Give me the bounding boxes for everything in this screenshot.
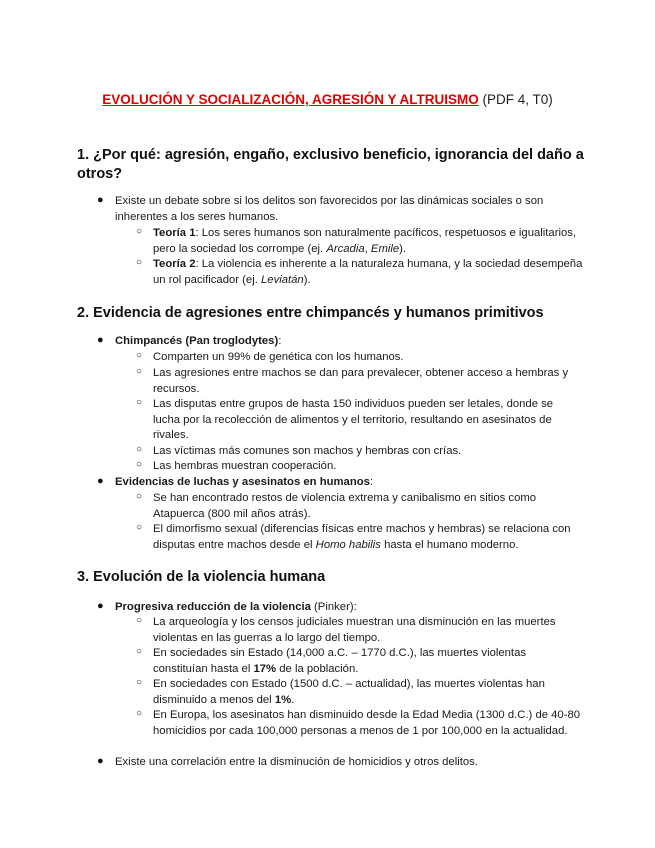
- title-main: EVOLUCIÓN Y SOCIALIZACIÓN, AGRESIÓN Y ALTRUISMO: [102, 92, 479, 107]
- theory-2-text: : La violencia es inherente a la naturaleza humana, y la sociedad desempeña un rol pacificador (ej.: [153, 258, 583, 286]
- pinker-item-4: En Europa, los asesinatos han disminuido desde la Edad Media (1300 d.C.) de 40-80 homicidios por cada 100,000 personas a menos de 1 por 100,000 en la actualidad.: [153, 709, 581, 737]
- pinker-item-3-a: En sociedades con Estado (1500 d.C. – actualidad), las muertes violentas han disminuido a menos del: [153, 678, 545, 706]
- theory-1-item: [153, 226, 583, 257]
- theory-2-end: ).: [303, 273, 311, 286]
- pinker-item-1: La arqueología y los censos judiciales muestran una disminución en las muertes violentas en las guerras a lo largo del tiempo.: [153, 616, 556, 644]
- sub-bullet-circle: ○: [136, 350, 143, 361]
- evidence-colon: :: [369, 476, 374, 488]
- title-note: (PDF 4, T0): [478, 92, 553, 107]
- chimp-item-2: Las agresiones entre machos se dan para prevalecer, obtener acceso a hembras y recursos.: [153, 367, 569, 395]
- pinker-item-3-c: .: [291, 693, 295, 706]
- pinker-item-2-c: de la población.: [276, 662, 359, 675]
- bullet-dot: ●: [97, 194, 104, 206]
- sub-bullet-circle: ○: [136, 459, 143, 470]
- pinker-item-2: [153, 646, 583, 677]
- evidence-item-2-a: El dimorfismo sexual (diferencias físicas entre machos y hembras) se relaciona con disputas entre machos desde el: [153, 523, 571, 551]
- bullet-dot: ●: [97, 334, 104, 346]
- evidence-item-2: [153, 522, 583, 553]
- bullet-dot: ●: [97, 475, 104, 487]
- pinker-item-2-percent: 17%: [253, 662, 277, 675]
- section-1-bullet: Existe un debate sobre si los delitos son favorecidos por las dinámicas sociales o son inherentes a los seres humanos.: [115, 195, 544, 223]
- chimp-item-4: Las víctimas más comunes son machos y hembras con crías.: [153, 445, 462, 457]
- sub-bullet-circle: ○: [136, 491, 143, 502]
- bullet-dot: ●: [97, 600, 104, 612]
- evidence-item-1: Se han encontrado restos de violencia extrema y canibalismo en sitios como Atapuerca (800 mil años atrás).: [153, 492, 537, 520]
- theory-1-end: ).: [399, 242, 407, 255]
- section-1-heading: 1. ¿Por qué: agresión, engaño, exclusivo beneficio, ignorancia del daño a otros?: [77, 147, 584, 182]
- pinker-label: Progresiva reducción de la violencia: [115, 601, 311, 613]
- chimpanzees-label: Chimpancés (Pan troglodytes): [115, 335, 279, 347]
- bullet-dot: ●: [97, 755, 104, 767]
- sub-bullet-circle: ○: [136, 522, 143, 533]
- section-2-heading: 2. Evidencia de agresiones entre chimpancés y humanos primitivos: [77, 305, 544, 321]
- chimp-item-5: Las hembras muestran cooperación.: [153, 460, 337, 472]
- pinker-item-3-percent: 1%: [274, 693, 292, 706]
- homo-habilis-ref: Homo habilis: [315, 538, 381, 551]
- section-3-heading: 3. Evolución de la violencia humana: [77, 569, 326, 585]
- chimpanzees-bullet: [115, 334, 580, 350]
- theory-1-label: Teoría 1: [153, 227, 196, 239]
- sub-bullet-circle: ○: [136, 646, 143, 657]
- evidence-bullet: [115, 475, 580, 491]
- sub-bullet-circle: ○: [136, 366, 143, 377]
- theory-1-sep: ,: [364, 242, 371, 255]
- pinker-suffix: (Pinker):: [310, 601, 357, 613]
- evidence-item-2-b: hasta el humano moderno.: [380, 538, 519, 551]
- theory-2-label: Teoría 2: [153, 258, 196, 270]
- sub-bullet-circle: ○: [136, 397, 143, 408]
- pinker-bullet: [115, 600, 580, 616]
- theory-1-ref-arcadia: Arcadia: [326, 242, 365, 255]
- theory-2-ref-leviatan: Leviatán: [261, 273, 304, 286]
- sub-bullet-circle: ○: [136, 677, 143, 688]
- sub-bullet-circle: ○: [136, 708, 143, 719]
- theory-2-item: [153, 257, 583, 288]
- pinker-item-2-a: En sociedades sin Estado (14,000 a.C. – 1770 d.C.), las muertes violentas constituían hasta el: [153, 647, 527, 675]
- sub-bullet-circle: ○: [136, 226, 143, 237]
- theory-1-text: : Los seres humanos son naturalmente pacíficos, respetuosos e igualitarios, pero la sociedad los corrompe (ej.: [153, 227, 577, 255]
- chimp-item-1: Comparten un 99% de genética con los humanos.: [153, 351, 404, 363]
- pinker-item-3: [153, 677, 583, 708]
- correlation-bullet: Existe una correlación entre la disminución de homicidios y otros delitos.: [115, 756, 478, 768]
- theory-1-ref-emile: Emile: [370, 242, 400, 255]
- sub-bullet-circle: ○: [136, 615, 143, 626]
- sub-bullet-circle: ○: [136, 444, 143, 455]
- chimp-item-3: Las disputas entre grupos de hasta 150 individuos pueden ser letales, donde se lucha por la recolección de alimentos y el territorio, resultando en asesinatos de rivales.: [153, 398, 554, 441]
- chimpanzees-colon: :: [278, 335, 282, 347]
- evidence-label: Evidencias de luchas y asesinatos en humanos: [115, 476, 370, 488]
- document-title: [0, 92, 655, 107]
- sub-bullet-circle: ○: [136, 257, 143, 268]
